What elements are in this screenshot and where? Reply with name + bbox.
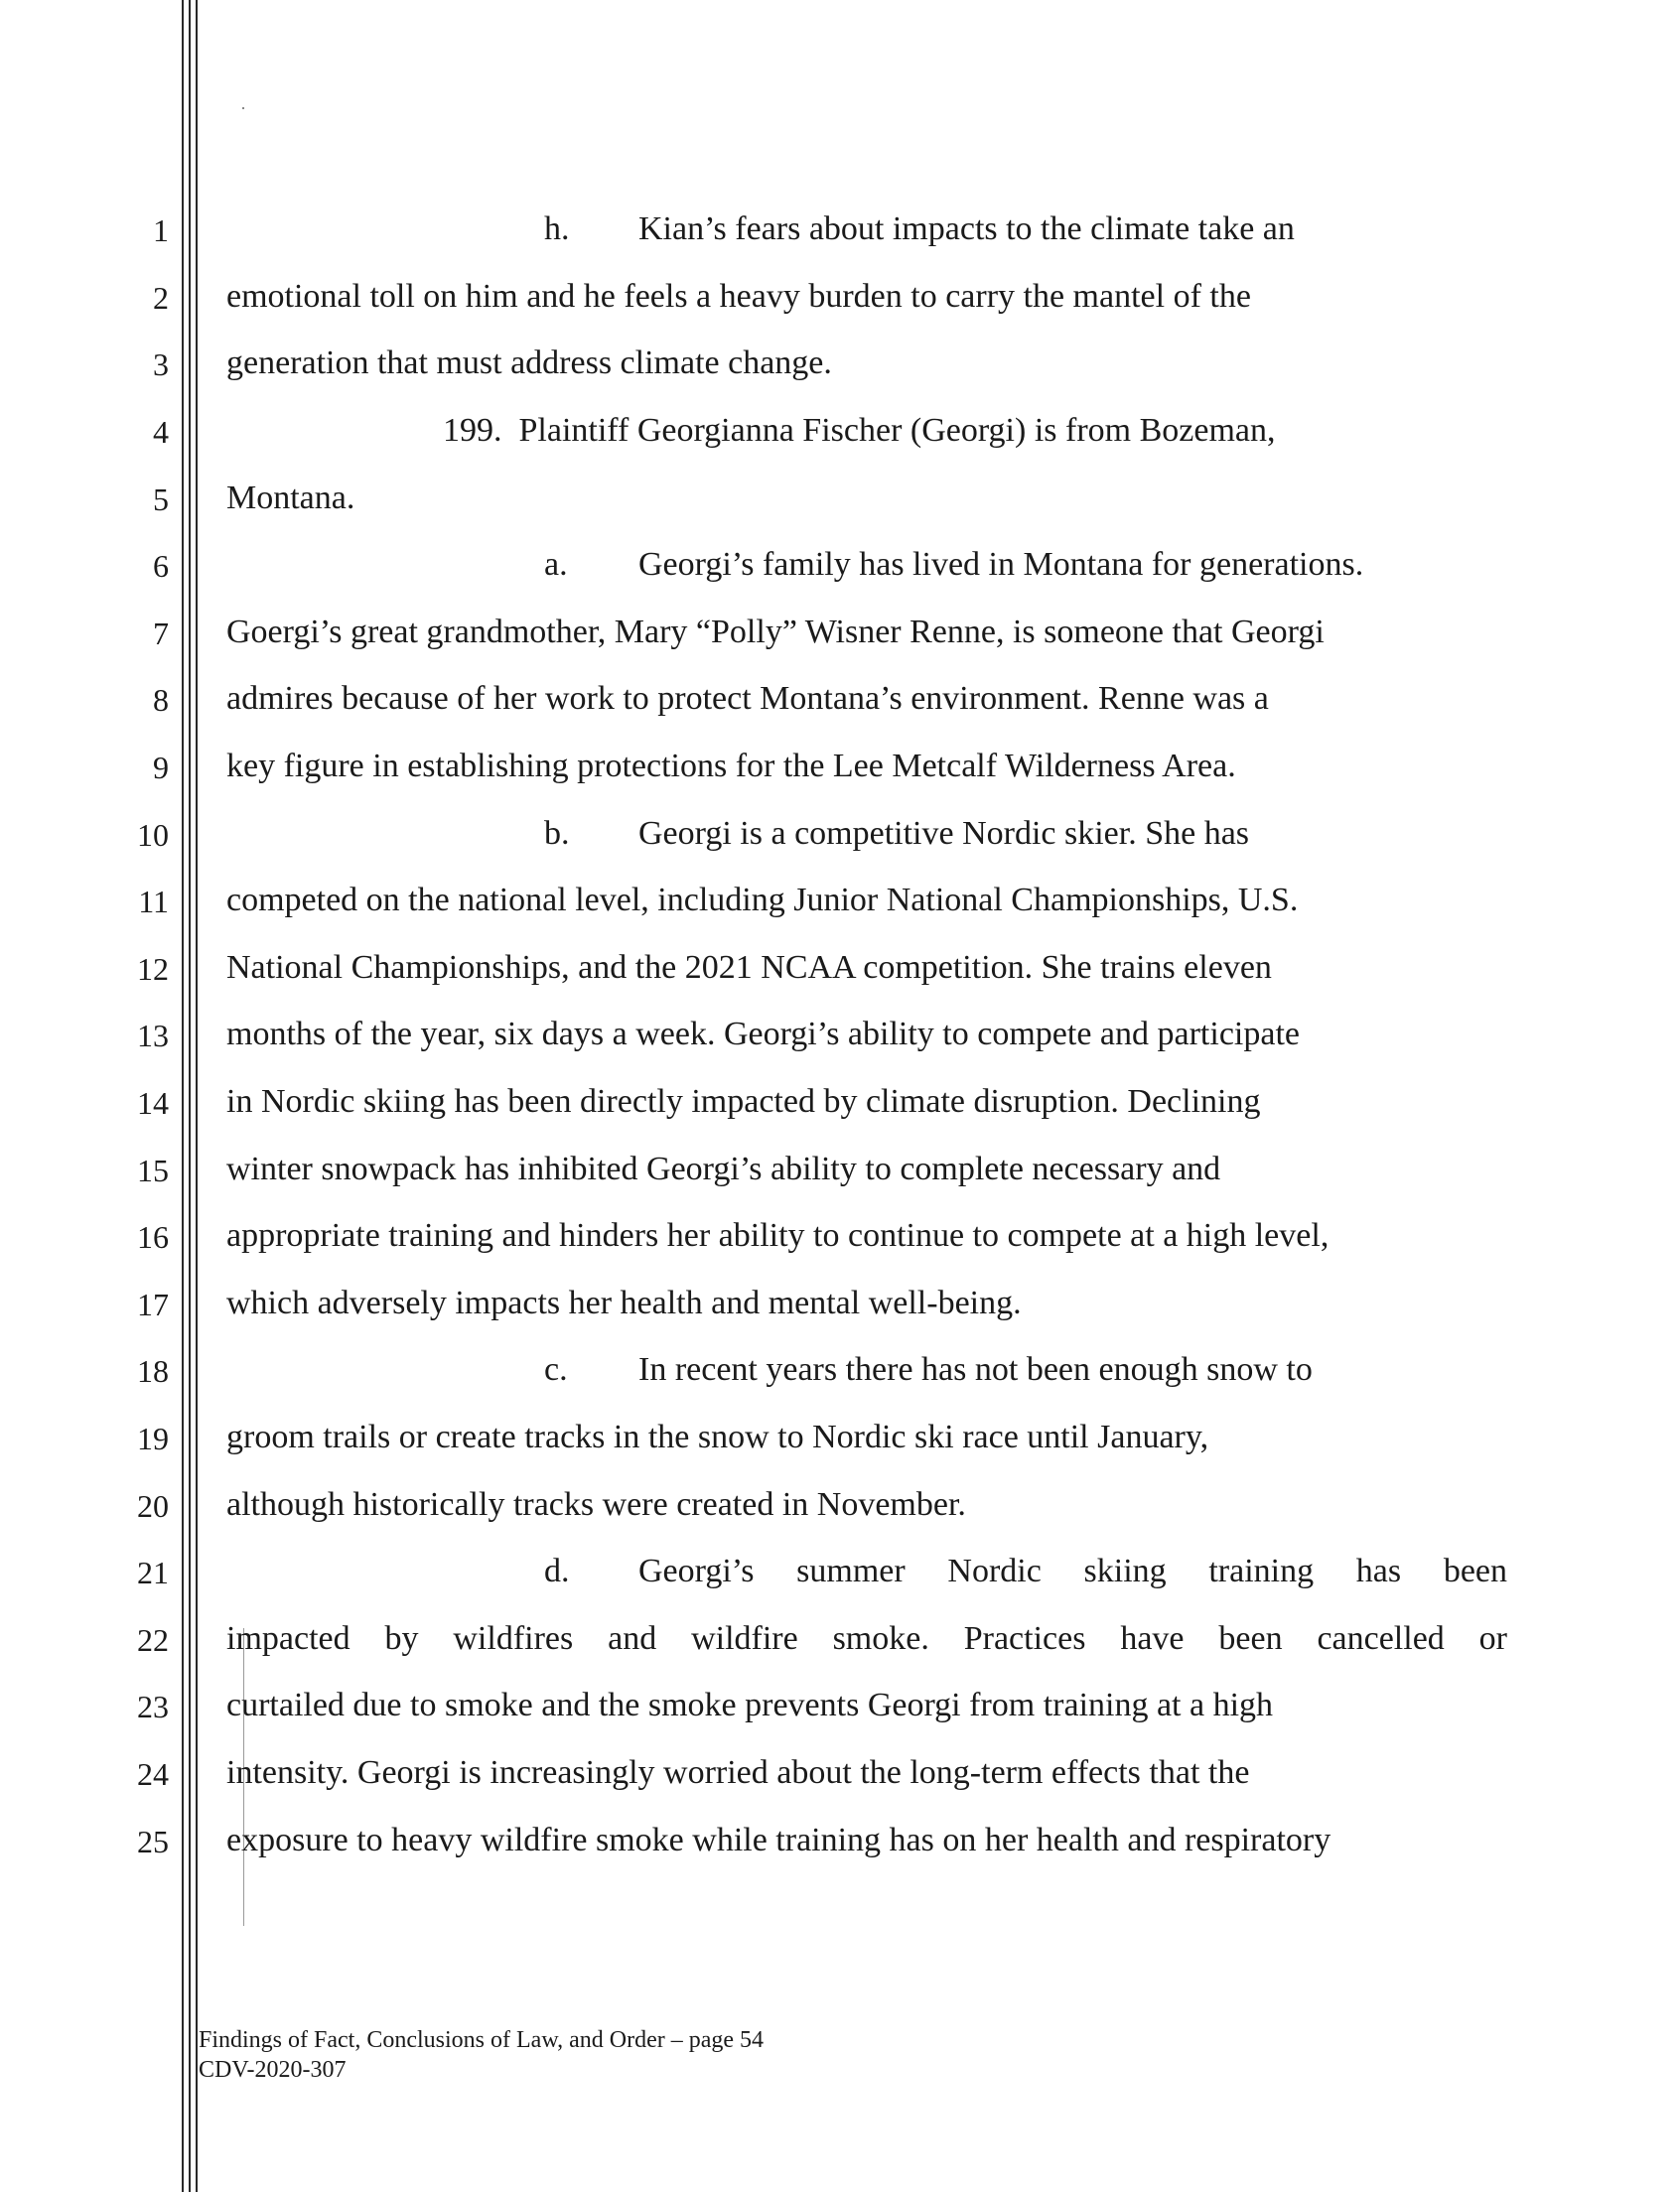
line-number: 25 (137, 1824, 169, 1859)
line-number: 24 (137, 1756, 169, 1792)
line-number: 7 (153, 616, 169, 651)
text-line: exposure to heavy wildfire smoke while training has on her health and respiratory (226, 1822, 1331, 1858)
paragraph-d-first-line (544, 1550, 1507, 1593)
line-number: 8 (153, 682, 169, 718)
text-line: National Championships, and the 2021 NCAA competition. She trains eleven (226, 949, 1272, 986)
line-number: 11 (138, 884, 169, 919)
line-number: 1 (153, 212, 169, 248)
text-line: months of the year, six days a week. Georgi’s ability to compete and participate (226, 1016, 1300, 1052)
text-line: competed on the national level, including Junior National Championships, U.S. (226, 882, 1299, 918)
line-number: 12 (137, 951, 169, 987)
text-line: intensity. Georgi is increasingly worried about the long-term effects that the (226, 1754, 1250, 1791)
text-line: Kian’s fears about impacts to the climate take an (638, 210, 1295, 247)
line-number: 2 (153, 280, 169, 316)
line-number: 5 (153, 481, 169, 517)
text-line: Georgi is a competitive Nordic skier. She has (638, 815, 1250, 852)
text-line: Georgi’s family has lived in Montana for generations. (638, 546, 1364, 583)
line-number: 14 (137, 1085, 169, 1121)
margin-rule (196, 0, 198, 2192)
text-line: appropriate training and hinders her ability to continue to compete at a high level, (226, 1217, 1330, 1254)
paragraph-h-first-line (544, 207, 1295, 251)
paragraph-b-first-line (544, 812, 1249, 856)
line-number: 15 (137, 1153, 169, 1188)
paragraph-c-first-line (544, 1348, 1313, 1392)
text-line: curtailed due to smoke and the smoke prevents Georgi from training at a high (226, 1687, 1274, 1723)
paragraph-label: h. (544, 210, 570, 247)
paragraph-number: 199. (443, 412, 502, 449)
text-line: in Nordic skiing has been directly impacted by climate disruption. Declining (226, 1083, 1261, 1120)
paragraph-label: d. (544, 1553, 570, 1589)
margin-rule (182, 0, 184, 2192)
line-number: 10 (137, 817, 169, 853)
scan-speck (242, 107, 244, 109)
line-number: 21 (137, 1555, 169, 1590)
paragraph-label: c. (544, 1351, 568, 1388)
paragraph-label: b. (544, 815, 570, 852)
text-line: In recent years there has not been enough snow to (638, 1351, 1313, 1388)
line-number: 6 (153, 548, 169, 584)
line-number: 18 (137, 1353, 169, 1389)
line-number: 4 (153, 414, 169, 450)
line-number: 13 (137, 1018, 169, 1053)
text-line: admires because of her work to protect Montana’s environment. Renne was a (226, 680, 1269, 717)
text-line: Montana. (226, 480, 355, 516)
line-number: 23 (137, 1689, 169, 1724)
text-line: key figure in establishing protections for the Lee Metcalf Wilderness Area. (226, 748, 1236, 784)
text-line: winter snowpack has inhibited Georgi’s ability to complete necessary and (226, 1151, 1221, 1187)
text-line: Goergi’s great grandmother, Mary “Polly” Wisner Renne, is someone that Georgi (226, 614, 1325, 650)
margin-rule (189, 0, 191, 2192)
text-line: groom trails or create tracks in the snow to Nordic ski race until January, (226, 1419, 1209, 1455)
paragraph-199-first-line (443, 409, 1276, 453)
line-number: 17 (137, 1287, 169, 1322)
footer-title: Findings of Fact, Conclusions of Law, and Order – page 54 (199, 2027, 765, 2053)
line-number: 16 (137, 1219, 169, 1255)
paragraph-a-first-line (544, 543, 1363, 587)
line-number: 22 (137, 1622, 169, 1658)
paragraph-label: a. (544, 546, 568, 583)
text-line: which adversely impacts her health and mental well-being. (226, 1285, 1022, 1321)
line-number: 20 (137, 1488, 169, 1524)
page-footer (199, 2025, 764, 2085)
line-number: 9 (153, 750, 169, 785)
text-line: Plaintiff Georgianna Fischer (Georgi) is from Bozeman, (518, 412, 1276, 449)
case-number: CDV-2020-307 (199, 2057, 347, 2083)
text-line: although historically tracks were created in November. (226, 1486, 966, 1523)
text-line: generation that must address climate change. (226, 344, 832, 381)
line-number: 3 (153, 346, 169, 382)
text-line: emotional toll on him and he feels a heavy burden to carry the mantel of the (226, 278, 1251, 315)
text-line: impacted by wildfires and wildfire smoke. Practices have been cancelled or (226, 1620, 1507, 1657)
text-line: Georgi’s summer Nordic skiing training has been (638, 1553, 1507, 1589)
line-number: 19 (137, 1421, 169, 1456)
